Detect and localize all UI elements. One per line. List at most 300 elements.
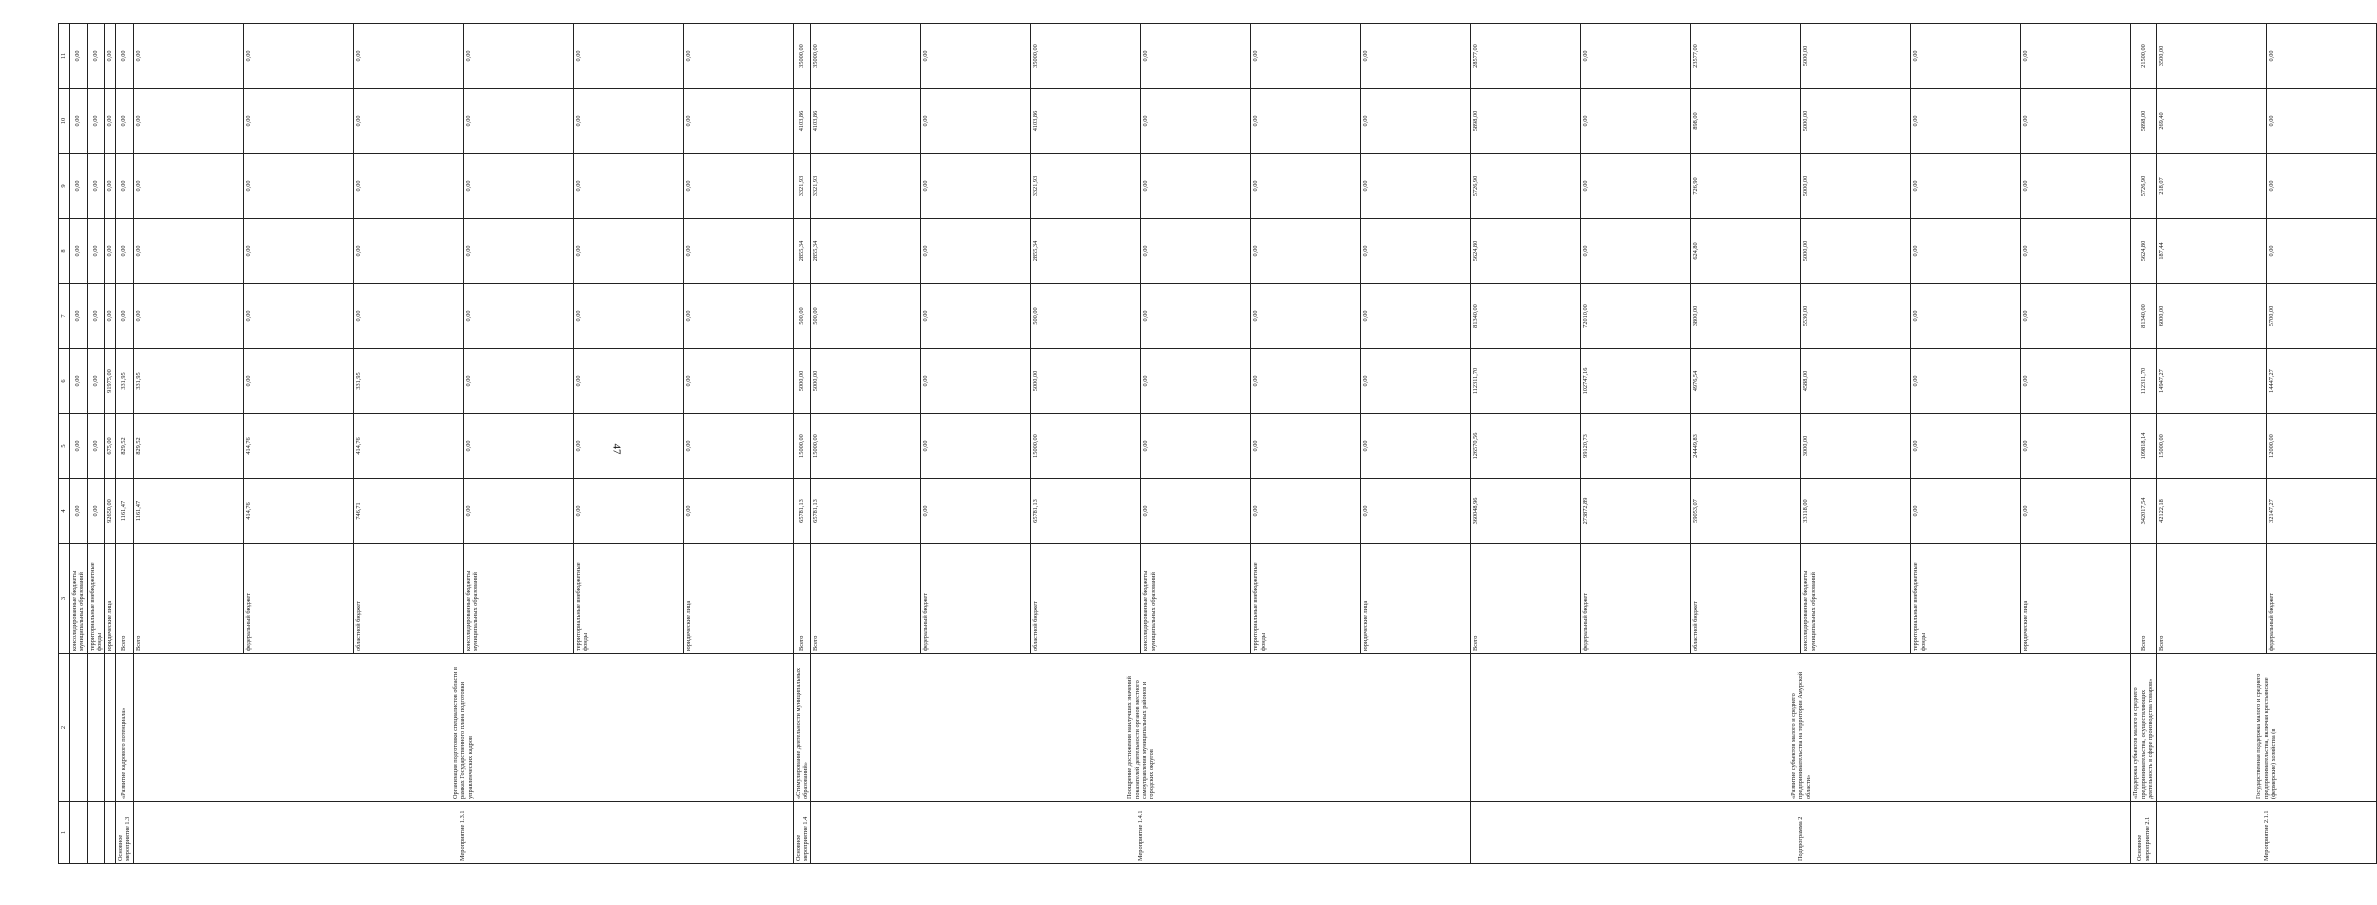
- sub-value: 5726,90: [1471, 154, 1581, 218]
- table-cell: Поощрение достижения наилучших значений показателей деятельности органов местного самоуправления муниципальных районов и городских округов: [811, 654, 1471, 802]
- sub-value: 0,00: [464, 284, 574, 348]
- table-cell: 829,52: [115, 414, 133, 479]
- sub-value: 0,00: [2022, 115, 2030, 127]
- sub-value: 0,00: [1141, 479, 1251, 543]
- sub-value: 0,00: [1362, 50, 1370, 62]
- sub-cell: федеральный бюджет: [244, 544, 354, 653]
- table-cell: [69, 654, 87, 802]
- sub-value: 59053,07: [1691, 479, 1801, 543]
- sub-value: 65781,13: [1031, 479, 1141, 543]
- sub-cell: областной бюджет: [1691, 544, 1801, 653]
- sub-value: 0,00: [2022, 50, 2030, 62]
- sub-value: 0,00: [354, 154, 464, 218]
- sub-value: 3321,93: [811, 154, 921, 218]
- sub-value: 0,00: [921, 24, 1031, 88]
- table-cell: 0,00: [69, 284, 87, 349]
- sub-value: 0,00: [1362, 115, 1370, 127]
- table-cell: 5624,80: [2131, 219, 2156, 284]
- sub-value: 5000,00: [1801, 219, 1911, 283]
- sub-value: 414,76: [244, 414, 354, 478]
- header-cell: 2: [59, 654, 70, 802]
- table-cell: 0,00: [105, 219, 115, 284]
- header-cell: 5: [59, 414, 70, 479]
- sub-value: 0,00: [921, 219, 1031, 283]
- page-number: 47: [610, 443, 623, 455]
- sub-value: 0,00: [134, 219, 244, 283]
- sub-value: 4976,54: [1691, 349, 1801, 413]
- sub-value: 0,00: [354, 284, 464, 348]
- table-cell: 21500,00: [2131, 24, 2156, 89]
- sub-value: 0,00: [574, 89, 684, 153]
- sub-cell: юридические лица: [684, 600, 692, 651]
- table-cell: Мероприятие 2.1.1: [2156, 802, 2376, 864]
- table-cell: «Стимулирование деятельности муниципальных образований»: [793, 654, 811, 802]
- sub-value: 0,00: [1911, 219, 2021, 283]
- sub-value: 3321,93: [1031, 154, 1141, 218]
- table-cell: 81340,00: [2131, 284, 2156, 349]
- sub-value: 35000,00: [1031, 24, 1141, 88]
- table-cell: Мероприятие 1.4.1: [811, 802, 1471, 864]
- sub-cell: областной бюджет: [354, 544, 464, 653]
- table-row: [69, 24, 87, 864]
- table-cell: [2156, 544, 2376, 654]
- sub-value: 0,00: [574, 284, 684, 348]
- sub-value: 0,00: [2022, 375, 2030, 387]
- sub-value: 0,00: [2022, 310, 2030, 322]
- sub-value: 0,00: [464, 479, 574, 543]
- table-cell: 15000,00: [793, 414, 811, 479]
- table-cell: 1161,47: [115, 479, 133, 544]
- sub-value: 0,00: [134, 89, 244, 153]
- table-row: [105, 24, 115, 864]
- table-cell: 0,00: [105, 89, 115, 154]
- table-cell: [2156, 414, 2376, 479]
- table-cell: Всего: [115, 544, 133, 654]
- sub-value: 15000,00: [1031, 414, 1141, 478]
- table-cell: Подпрограмма 2: [1471, 802, 2131, 864]
- table-cell: [105, 802, 115, 864]
- table-cell: 92650,00: [105, 479, 115, 544]
- table-row: [1471, 24, 2131, 864]
- table-cell: [133, 349, 793, 414]
- table-cell: [811, 479, 1471, 544]
- table-cell: [87, 802, 105, 864]
- table-row: [2131, 24, 2156, 864]
- sub-value: 0,00: [1141, 24, 1251, 88]
- sub-value: 3800,00: [1691, 284, 1801, 348]
- sub-cell: территориальные внебюджетные фонды: [574, 544, 684, 653]
- sub-value: 0,00: [1362, 375, 1370, 387]
- sub-value: 0,00: [1251, 24, 1361, 88]
- table-cell: [2156, 479, 2376, 544]
- sub-value: 4103,86: [1031, 89, 1141, 153]
- sub-value: 0,00: [134, 284, 244, 348]
- sub-cell: федеральный бюджет: [2267, 593, 2275, 651]
- table-cell: Основное мероприятие 2.1: [2131, 802, 2156, 864]
- sub-value: 0,00: [1141, 349, 1251, 413]
- sub-value: 0,00: [684, 440, 692, 452]
- table-cell: 0,00: [69, 414, 87, 479]
- sub-value: 0,00: [1251, 414, 1361, 478]
- sub-value: 0,00: [244, 284, 354, 348]
- table-cell: [2156, 154, 2376, 219]
- table-cell: 0,00: [69, 154, 87, 219]
- table-row: [115, 24, 133, 864]
- sub-value: 0,00: [1141, 219, 1251, 283]
- sub-value: 112311,70: [1471, 349, 1581, 413]
- sub-value: 126570,56: [1471, 414, 1581, 478]
- table-cell: 0,00: [87, 284, 105, 349]
- table-cell: 0,00: [115, 24, 133, 89]
- sub-value: 42122,18: [2157, 479, 2267, 543]
- sub-cell: федеральный бюджет: [921, 544, 1031, 653]
- table-cell: 4103,86: [793, 89, 811, 154]
- table-row: [811, 24, 1471, 864]
- sub-value: 14947,27: [2157, 349, 2267, 413]
- sub-value: 0,00: [244, 89, 354, 153]
- table-cell: юридические лица: [105, 544, 115, 654]
- sub-value: 0,00: [684, 50, 692, 62]
- sub-value: 81340,00: [1471, 284, 1581, 348]
- table-cell: [2156, 24, 2376, 89]
- header-cell: 11: [59, 24, 70, 89]
- sub-value: 0,00: [1251, 349, 1361, 413]
- sub-value: 0,00: [2022, 245, 2030, 257]
- table-cell: [811, 154, 1471, 219]
- sub-value: 360048,96: [1471, 479, 1581, 543]
- table-cell: 0,00: [105, 284, 115, 349]
- sub-value: 5624,80: [1471, 219, 1581, 283]
- sub-value: 5700,00: [2267, 305, 2275, 327]
- sub-cell: Всего: [134, 544, 244, 653]
- table-cell: 0,00: [87, 219, 105, 284]
- sub-value: 829,52: [134, 414, 244, 478]
- sub-value: 5000,00: [1801, 89, 1911, 153]
- table-cell: [2156, 219, 2376, 284]
- sub-value: 273872,89: [1581, 479, 1691, 543]
- table-cell: [811, 24, 1471, 89]
- sub-value: 0,00: [244, 154, 354, 218]
- sub-value: 0,00: [1911, 89, 2021, 153]
- table-cell: 0,00: [69, 479, 87, 544]
- sub-value: 4588,00: [1801, 349, 1911, 413]
- sub-value: 5000,00: [811, 349, 921, 413]
- table-cell: 675,00: [105, 414, 115, 479]
- sub-value: 0,00: [1581, 219, 1691, 283]
- table-cell: [811, 414, 1471, 479]
- sub-value: 72010,00: [1581, 284, 1691, 348]
- sub-value: 0,00: [1581, 154, 1691, 218]
- sub-value: 0,00: [1911, 24, 2021, 88]
- table-cell: «Развитие кадрового потенциала»: [115, 654, 133, 802]
- sub-value: 0,00: [921, 89, 1031, 153]
- sub-value: 0,00: [1141, 89, 1251, 153]
- sub-value: 12000,00: [2267, 434, 2275, 458]
- sub-cell: Всего: [811, 544, 921, 653]
- sub-cell: юридические лица: [1362, 600, 1370, 651]
- table-cell: Организация подготовки специалистов области в рамках Государственного плана подготовки управленческих кадров: [133, 654, 793, 802]
- header-cell: 7: [59, 284, 70, 349]
- sub-value: 0,00: [921, 349, 1031, 413]
- table-cell: [2156, 284, 2376, 349]
- sub-value: 5000,00: [1031, 349, 1141, 413]
- header-cell: 6: [59, 349, 70, 414]
- table-cell: территориальные внебюджетные фонды: [87, 544, 105, 654]
- sub-value: 99120,73: [1581, 414, 1691, 478]
- sub-value: 0,00: [684, 505, 692, 517]
- table-cell: 0,00: [69, 349, 87, 414]
- table-cell: 0,00: [105, 24, 115, 89]
- sub-value: 0,00: [1911, 414, 2021, 478]
- sub-value: 0,00: [574, 414, 684, 478]
- sub-value: 5530,00: [1801, 284, 1911, 348]
- sub-value: 3500,00: [2157, 24, 2267, 88]
- table-cell: [133, 219, 793, 284]
- table-cell: [1471, 284, 2131, 349]
- sub-value: 0,00: [1141, 284, 1251, 348]
- sub-value: 2855,34: [1031, 219, 1141, 283]
- table-cell: [87, 654, 105, 802]
- table-cell: [811, 544, 1471, 654]
- sub-value: 0,00: [1362, 245, 1370, 257]
- sub-value: 24449,83: [1691, 414, 1801, 478]
- table-cell: [133, 479, 793, 544]
- sub-value: 500,00: [811, 284, 921, 348]
- sub-value: 0,00: [1911, 479, 2021, 543]
- sub-cell: федеральный бюджет: [1581, 544, 1691, 653]
- header-cell: 3: [59, 544, 70, 654]
- sub-cell: Всего: [1471, 544, 1581, 653]
- table-row: [2156, 24, 2376, 864]
- table-cell: Государственная поддержка малого и среднего предпринимательства, включая крестьянские (фермерские) хозяйства (в: [2156, 654, 2376, 802]
- sub-value: 331,95: [134, 349, 244, 413]
- sub-value: 0,00: [574, 479, 684, 543]
- table-cell: [1471, 349, 2131, 414]
- table-cell: 5898,00: [2131, 89, 2156, 154]
- sub-value: 15000,00: [811, 414, 921, 478]
- sub-value: 0,00: [574, 349, 684, 413]
- table-cell: 0,00: [87, 349, 105, 414]
- table-cell: 3321,93: [793, 154, 811, 219]
- table-cell: [133, 89, 793, 154]
- table-cell: [133, 154, 793, 219]
- sub-value: 0,00: [1251, 479, 1361, 543]
- sub-value: 0,00: [2022, 440, 2030, 452]
- sub-value: 0,00: [921, 479, 1031, 543]
- sub-cell: территориальные внебюджетные фонды: [1251, 544, 1361, 653]
- table-row: [793, 24, 811, 864]
- sub-cell: юридические лица: [2022, 600, 2030, 651]
- table-cell: [1471, 89, 2131, 154]
- table-cell: 0,00: [87, 414, 105, 479]
- sub-value: 0,00: [921, 284, 1031, 348]
- sub-value: 726,90: [1691, 154, 1801, 218]
- table-cell: [1471, 154, 2131, 219]
- table-cell: Всего: [793, 544, 811, 654]
- sub-value: 0,00: [684, 375, 692, 387]
- sub-value: 0,00: [1581, 24, 1691, 88]
- table-cell: 0,00: [69, 89, 87, 154]
- table-cell: [811, 349, 1471, 414]
- sub-value: 33118,00: [1801, 479, 1911, 543]
- table-cell: 0,00: [69, 24, 87, 89]
- table-cell: 0,00: [115, 284, 133, 349]
- table-cell: [2156, 89, 2376, 154]
- sub-value: 6000,00: [2157, 284, 2267, 348]
- sub-value: 0,00: [464, 349, 574, 413]
- sub-value: 14447,27: [2267, 369, 2275, 393]
- table-cell: [1471, 414, 2131, 479]
- sub-cell: территориальные внебюджетные фонды: [1911, 544, 2021, 653]
- table-cell: 0,00: [115, 154, 133, 219]
- table-cell: 35000,00: [793, 24, 811, 89]
- sub-value: 0,00: [1911, 349, 2021, 413]
- table-cell: [1471, 24, 2131, 89]
- sub-value: 331,95: [354, 349, 464, 413]
- table-cell: [1471, 219, 2131, 284]
- sub-value: 0,00: [1251, 284, 1361, 348]
- table-cell: [2156, 349, 2376, 414]
- sub-value: 0,00: [1362, 505, 1370, 517]
- table-cell: [1471, 544, 2131, 654]
- sub-value: 28577,00: [1471, 24, 1581, 88]
- table-cell: 331,95: [115, 349, 133, 414]
- table-cell: «Развитие субъектов малого и среднего предпринимательства на территории Амурской области»: [1471, 654, 2131, 802]
- sub-value: 0,00: [244, 219, 354, 283]
- sub-value: 269,40: [2157, 89, 2267, 153]
- table-cell: [1471, 479, 2131, 544]
- sub-value: 5000,00: [1801, 154, 1911, 218]
- table-cell: 0,00: [87, 154, 105, 219]
- sub-value: 0,00: [1911, 154, 2021, 218]
- sub-value: 0,00: [684, 245, 692, 257]
- table-cell: [133, 24, 793, 89]
- sub-value: 15000,00: [2157, 414, 2267, 478]
- sub-value: 0,00: [2267, 115, 2275, 127]
- sub-value: 500,00: [1031, 284, 1141, 348]
- sub-value: 414,76: [354, 414, 464, 478]
- header-cell: 10: [59, 89, 70, 154]
- sub-value: 0,00: [2022, 180, 2030, 192]
- sub-cell: консолидированные бюджеты муниципальных образований: [464, 544, 574, 653]
- sub-value: 0,00: [464, 154, 574, 218]
- sub-value: 0,00: [464, 24, 574, 88]
- sub-value: 0,00: [684, 180, 692, 192]
- sub-cell: консолидированные бюджеты муниципальных образований: [1801, 544, 1911, 653]
- sub-value: 0,00: [134, 154, 244, 218]
- sub-value: 746,71: [354, 479, 464, 543]
- sub-value: 5000,00: [1801, 24, 1911, 88]
- table-cell: Основное мероприятие 1.4: [793, 802, 811, 864]
- sub-cell: областной бюджет: [1031, 544, 1141, 653]
- table-cell: 5000,00: [793, 349, 811, 414]
- sub-value: 0,00: [464, 89, 574, 153]
- table-cell: 65781,13: [793, 479, 811, 544]
- table-cell: консолидированные бюджеты муниципальных образований: [69, 544, 87, 654]
- sub-value: 0,00: [684, 310, 692, 322]
- sub-value: 0,00: [354, 89, 464, 153]
- table-cell: 0,00: [87, 24, 105, 89]
- sub-value: 0,00: [2022, 505, 2030, 517]
- header-cell: 9: [59, 154, 70, 219]
- table-cell: 112311,70: [2131, 349, 2156, 414]
- table-cell: 0,00: [69, 219, 87, 284]
- sub-cell: Всего: [2157, 544, 2267, 653]
- table-cell: 0,00: [115, 89, 133, 154]
- header-cell: 1: [59, 802, 70, 864]
- sub-value: 0,00: [464, 414, 574, 478]
- table-cell: Основное мероприятие 1.3: [115, 802, 133, 864]
- sub-value: 0,00: [1251, 219, 1361, 283]
- sub-value: 0,00: [464, 219, 574, 283]
- table-cell: 0,00: [115, 219, 133, 284]
- sub-value: 0,00: [1251, 89, 1361, 153]
- table-header-row: [59, 24, 70, 864]
- sub-value: 624,80: [1691, 219, 1801, 283]
- sub-value: 0,00: [1362, 310, 1370, 322]
- table-cell: Всего: [2131, 544, 2156, 654]
- table-cell: 5726,90: [2131, 154, 2156, 219]
- sub-value: 0,00: [2267, 180, 2275, 192]
- table-row: [87, 24, 105, 864]
- sub-value: 3000,00: [1801, 414, 1911, 478]
- table-cell: [811, 284, 1471, 349]
- sub-value: 218,07: [2157, 154, 2267, 218]
- sub-value: 0,00: [1251, 154, 1361, 218]
- sub-value: 0,00: [1141, 154, 1251, 218]
- sub-value: 0,00: [244, 349, 354, 413]
- table-cell: [105, 654, 115, 802]
- table-cell: [133, 284, 793, 349]
- table-cell: 0,00: [87, 89, 105, 154]
- table-cell: Мероприятие 1.3.1: [133, 802, 793, 864]
- sub-cell: консолидированные бюджеты муниципальных образований: [1141, 544, 1251, 653]
- table-cell: 0,00: [87, 479, 105, 544]
- table-cell: 2855,34: [793, 219, 811, 284]
- sub-value: 0,00: [134, 24, 244, 88]
- sub-value: 0,00: [574, 219, 684, 283]
- header-cell: 4: [59, 479, 70, 544]
- table-cell: 109818,14: [2131, 414, 2156, 479]
- table-cell: [133, 414, 793, 479]
- sub-value: 414,76: [244, 479, 354, 543]
- sub-value: 0,00: [574, 24, 684, 88]
- sub-value: 0,00: [921, 154, 1031, 218]
- sub-value: 0,00: [244, 24, 354, 88]
- sub-value: 5898,00: [1471, 89, 1581, 153]
- sub-value: 0,00: [1911, 284, 2021, 348]
- table-cell: [811, 89, 1471, 154]
- sub-value: 32147,27: [2267, 499, 2275, 523]
- sub-value: 0,00: [574, 154, 684, 218]
- sub-value: 1161,47: [134, 479, 244, 543]
- table-row: [133, 24, 793, 864]
- sub-value: 0,00: [2267, 50, 2275, 62]
- table-cell: [133, 544, 793, 654]
- sub-value: 0,00: [1581, 89, 1691, 153]
- sub-value: 23577,00: [1691, 24, 1801, 88]
- sub-value: 4103,86: [811, 89, 921, 153]
- sub-value: 0,00: [354, 219, 464, 283]
- sub-value: 0,00: [2267, 245, 2275, 257]
- table-cell: [811, 219, 1471, 284]
- sub-value: 0,00: [354, 24, 464, 88]
- table-cell: 0,00: [105, 154, 115, 219]
- table-cell: [69, 802, 87, 864]
- table-cell: 342017,54: [2131, 479, 2156, 544]
- sub-value: 102747,16: [1581, 349, 1691, 413]
- sub-value: 187,44: [2157, 219, 2267, 283]
